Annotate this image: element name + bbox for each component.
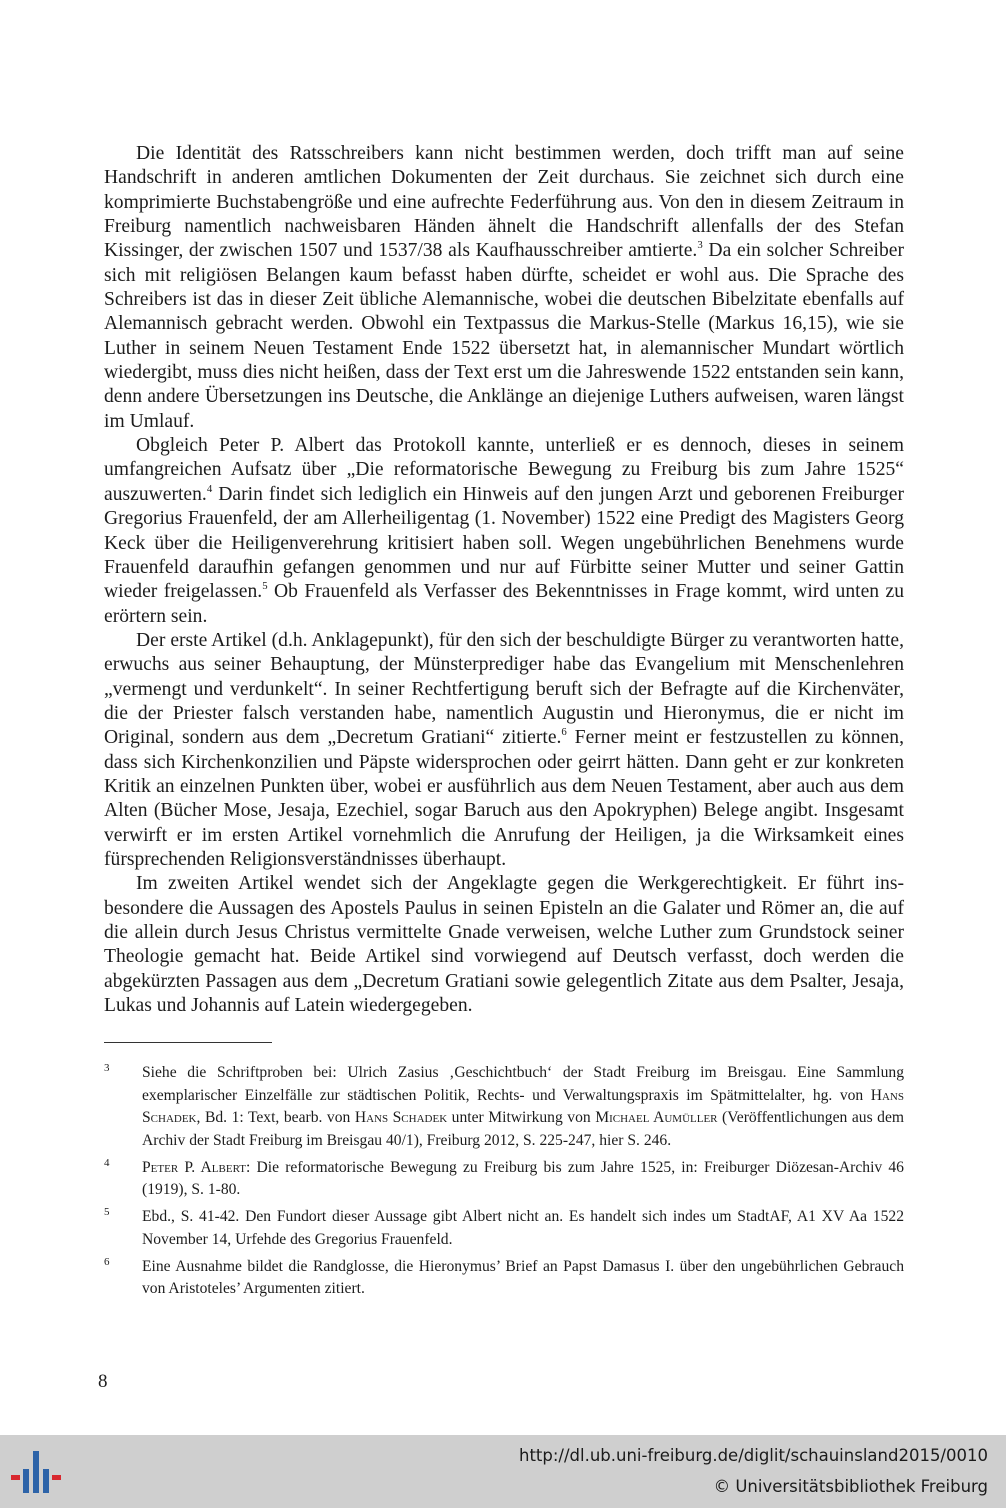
footnote-3: 3 Siehe die Schriftproben bei: Ulrich Zasius ‚Geschichtbuch‘ der Stadt Freiburg im Breisgau. Eine Sammlung exemplarischer Einzelfälle zur städtischen Politik, Rechts- und Verwaltungspraxis im Spätmittelalter, hg. von Hans Schadek, Bd. 1: Text, bearb. von Hans Schadek unter Mitwirkung von Michael Aumüller (Veröffentlichungen aus dem Archiv der Stadt Freiburg im Breisgau 40/1), Freiburg 2012, S. 225-247, hier S. 246. xyxy=(104,1062,904,1152)
paragraph-1: Die Identität des Ratsschreibers kann nicht bestimmen werden, doch trifft man auf seine Handschrift in anderen amtlichen Dokumenten der Zeit durchaus. Sie zeichnet sich durch eine komprimierte Buchstabengröße und eine aufrechte Federführung aus. Von den in diesem Zeitraum in Freiburg namentlich nachweisbaren Händen ähnelt die Handschrift allenfalls der des Stefan Kissinger, der zwischen 1507 und 1537/38 als Kaufhausschreiber amtierte.$^3$ Da ein solcher Schreiber sich mit religiösen Belangen kaum befasst haben dürfte, scheidet er wohl aus. Die Sprache des Schreibers ist das in dieser Zeit übliche Alemannische, wobei die deutschen Bibelzitate ebenfalls auf Alemannisch gebracht werden. Obwohl ein Textpassus die Markus-Stelle (Markus 16,15), wie sie Luther in seinem Neuen Testament Ende 1522 übersetzt hat, in alemannischer Mundart wörtlich wiedergibt, muss dies nicht heißen, dass der Text erst um die Jahreswende 1522 entstanden sein kann, denn andere Übersetzungen ins Deutsche, die Anklänge an diejenige Luthers aufweisen, waren längst im Umlauf. xyxy=(104,143,904,432)
footnote-number: 4 xyxy=(104,1156,110,1169)
logo-red-dash-left xyxy=(11,1475,20,1480)
logo-blue-bar-left xyxy=(23,1469,29,1493)
footnote-number: 6 xyxy=(104,1255,110,1268)
footnote-number: 3 xyxy=(104,1062,110,1074)
permalink-url[interactable]: http://dl.ub.uni-freiburg.de/diglit/schauinsland2015/0010 xyxy=(518,1446,988,1465)
footnote-4: 4 Peter P. Albert: Die reformatorische Bewegung zu Freiburg bis zum Jahre 1525, in: Freiburger Diözesan-Archiv 46 (1919), S. 1-80. xyxy=(104,1157,904,1202)
page-number: 8 xyxy=(98,1371,108,1392)
footnote-number: 5 xyxy=(104,1206,110,1218)
library-logo-icon[interactable] xyxy=(7,1447,63,1497)
paragraph-2: Obgleich Peter P. Albert das Protokoll kannte, unterließ er es dennoch, dieses in seinem umfangreichen Aufsatz über „Die reformatorische Bewegung zu Freiburg bis zum Jahre 1525“ auszuwerten.$^4$ Darin findet sich lediglich ein Hinweis auf den jungen Arzt und geborenen Freiburger Gregorius Frauenfeld, der am Allerheiligentag (1. November) 1522 eine Predigt des Magisters Georg Keck über die Heiligenverehrung kritisiert haben soll. Wegen ungebührlichen Benehmens wurde Frauenfeld daraufhin gefangen genommen und nur auf Fürbitte seiner Mutter und seiner Gattin wieder freigelassen.$^5$ Ob Frauenfeld als Verfasser des Bekenntnisses in Frage kommt, wird unten zu erörtern sein. xyxy=(104,435,904,627)
body-text xyxy=(104,142,904,1018)
footnote-separator xyxy=(104,1042,272,1043)
footnotes xyxy=(104,1062,904,1305)
logo-blue-bar-center xyxy=(33,1451,39,1493)
footnote-6: 6 Eine Ausnahme bildet die Randglosse, die Hieronymus’ Brief an Papst Damasus I. über den ungebührlichen Gebrauch von Aristoteles’ Argumenten zitiert. xyxy=(104,1256,904,1301)
footnote-ref-6[interactable]: 6 xyxy=(561,726,567,739)
logo-blue-bar-right xyxy=(43,1469,49,1493)
copyright-notice: © Universitätsbibliothek Freiburg xyxy=(713,1477,988,1496)
viewer-footer xyxy=(0,1435,1006,1508)
footnote-ref-5[interactable]: 5 xyxy=(262,580,268,593)
paragraph-3: Der erste Artikel (d.h. Anklagepunkt), für den sich der beschuldigte Bürger zu verantworten hatte, erwuchs aus seiner Behauptung, der Münsterprediger habe das Evangelium mit Menschenlehren „vermengt und verdunkelt“. In seiner Rechtfertigung beruft sich der Befragte auf die Kirchenväter, die der Priester falsch verstanden habe, namentlich Augustin und Hieronymus, die er nicht im Original, sondern aus dem „Decretum Gratiani“ zitierte.$^6$ Ferner meint er festzustellen zu können, dass sich Kirchenkonzilien und Päpste widersprochen oder geirrt hätten. Dann geht er zur konkreten Kritik an einzelnen Punkten über, wobei er ausführlich aus dem Neuen Testament, aber auch aus dem Alten (Bücher Mose, Jesaja, Ezechiel, sogar Baruch aus den Apokryphen) Belege angibt. Insgesamt verwirft er im ersten Artikel vornehmlich die Anrufung der Heiligen, ja die Wirksamkeit eines fürsprechenden Religionsverständnisses überhaupt. xyxy=(104,629,904,870)
footnote-ref-3[interactable]: 3 xyxy=(697,239,703,252)
footnote-5: 5 Ebd., S. 41-42. Den Fundort dieser Aussage gibt Albert nicht an. Es handelt sich indes um StadtAF, A1 XV Aa 1522 November 14, Urfehde des Gregorius Frauenfeld. xyxy=(104,1206,904,1251)
paragraph-4: Im zweiten Artikel wendet sich der Angeklagte gegen die Werkgerechtigkeit. Er führt insbesondere die Aussagen des Apostels Paulus in seinen Episteln an die Galater und Römer an, die auf die allein durch Jesus Christus vermittelte Gnade verweisen, welche Luther zum Grundstock seiner Theologie gemacht hat. Beide Artikel sind vorwiegend auf Deutsch verfasst, doch werden die abgekürzten Passagen aus dem „Decretum Gratiani sowie gelegentlich Zitate aus dem Psalter, Jesaja, Lukas und Johannis auf Latein wiedergegeben. xyxy=(104,873,904,1017)
footnote-ref-4[interactable]: 4 xyxy=(206,482,213,495)
logo-red-dash-right xyxy=(52,1475,61,1480)
